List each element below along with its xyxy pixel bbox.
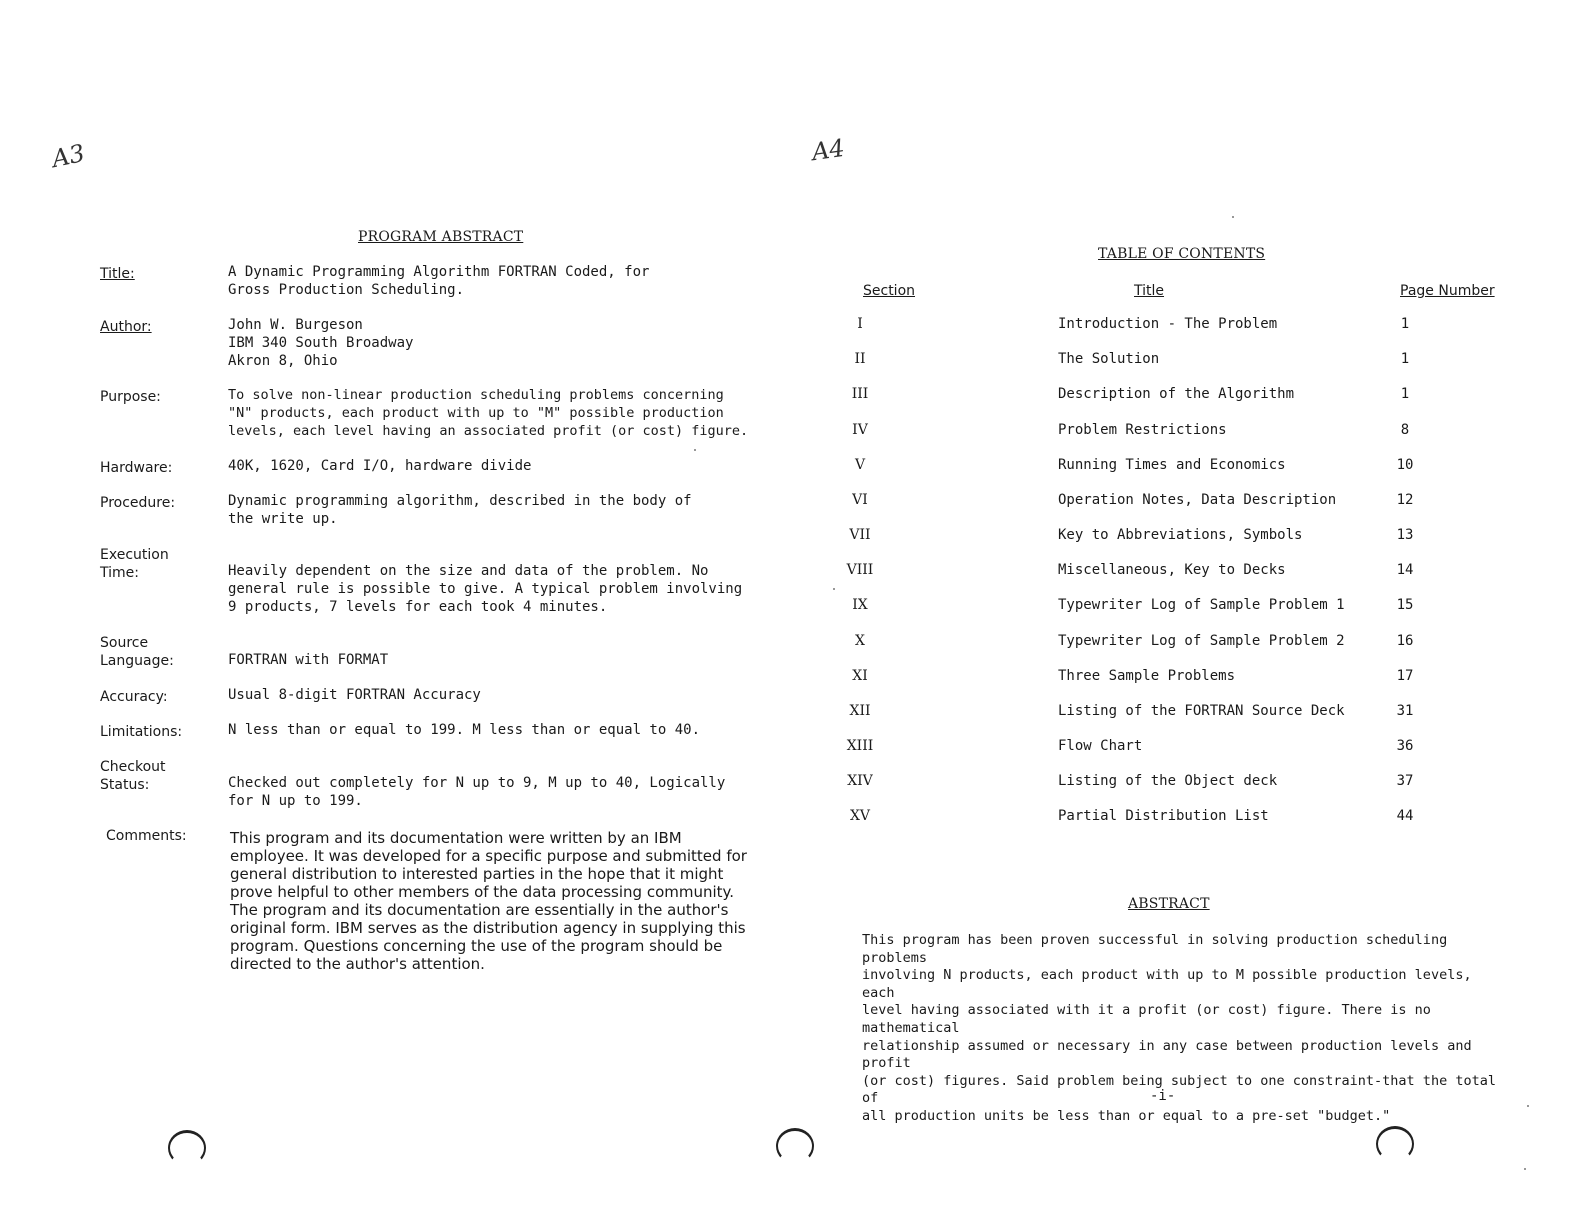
toc-section: XIII xyxy=(846,738,874,754)
toc-section: XII xyxy=(849,703,871,719)
scan-speck xyxy=(833,588,835,590)
execution-time-value: Heavily dependent on the size and data of the problem. No general rule is possible to give. A typical problem involving 9 products, 7 levels for each took 4 minutes. xyxy=(228,563,743,615)
toc-heading: TABLE OF CONTENTS xyxy=(1098,246,1266,262)
toc-title: Problem Restrictions xyxy=(1058,422,1227,438)
checkout-status-label: Checkout Status: xyxy=(100,759,166,793)
toc-title: Key to Abbreviations, Symbols xyxy=(1058,527,1303,543)
checkout-status-value: Checked out completely for N up to 9, M up to 40, Logically for N up to 199. xyxy=(228,775,726,809)
toc-page: 37 xyxy=(1396,773,1414,789)
toc-col-section: Section xyxy=(863,283,916,299)
toc-section: IX xyxy=(852,597,868,613)
toc-page: 44 xyxy=(1396,808,1414,824)
author-label: Author: xyxy=(100,319,152,335)
procedure-value: Dynamic programming algorithm, described in the body of the write up. xyxy=(228,493,692,527)
toc-page: 12 xyxy=(1396,492,1414,508)
toc-row xyxy=(0,633,1584,653)
toc-title: Description of the Algorithm xyxy=(1058,386,1295,402)
execution-time-label: Execution Time: xyxy=(100,547,169,581)
toc-title: Listing of the FORTRAN Source Deck xyxy=(1058,703,1345,719)
hardware-label: Hardware: xyxy=(100,460,173,476)
limitations-label: Limitations: xyxy=(100,724,183,740)
punch-hole-center xyxy=(776,1128,814,1164)
source-language-value: FORTRAN with FORMAT xyxy=(228,652,389,668)
toc-row xyxy=(0,457,1584,477)
toc-section: XIV xyxy=(847,773,873,789)
toc-row xyxy=(0,316,1584,336)
purpose-label: Purpose: xyxy=(100,389,161,405)
toc-row xyxy=(0,668,1584,688)
toc-row xyxy=(0,597,1584,617)
toc-title: Introduction - The Problem xyxy=(1058,316,1278,332)
toc-section: V xyxy=(854,457,866,473)
toc-row xyxy=(0,527,1584,547)
toc-row xyxy=(0,808,1584,828)
toc-title: Partial Distribution List xyxy=(1058,808,1269,824)
toc-title: Running Times and Economics xyxy=(1058,457,1286,473)
punch-hole-right xyxy=(1376,1126,1414,1162)
abstract-heading: ABSTRACT xyxy=(1128,896,1210,912)
toc-page: 8 xyxy=(1400,422,1410,438)
punch-hole-left xyxy=(168,1130,206,1166)
toc-row xyxy=(0,562,1584,582)
hardware-value: 40K, 1620, Card I/O, hardware divide xyxy=(228,458,532,474)
toc-row xyxy=(0,738,1584,758)
procedure-label: Procedure: xyxy=(100,495,176,511)
abstract-body: This program has been proven successful in solving production scheduling problems involving N products, each product with up to M possible production levels, each level having associated with it a profit (or cost) figure. There is no mathematical relationship assumed or necessary in any case between production levels and profit (or cost) figures. Said problem being subject to one constraint-that the total of all production units be less than or equal to a pre-set "budget." xyxy=(862,932,1496,1124)
toc-page: 36 xyxy=(1396,738,1414,754)
accuracy-label: Accuracy: xyxy=(100,689,168,705)
handwritten-mark-right: A4 xyxy=(810,133,847,167)
toc-title: Typewriter Log of Sample Problem 1 xyxy=(1058,597,1345,613)
toc-section: I xyxy=(857,316,863,332)
toc-row xyxy=(0,351,1584,371)
toc-page: 10 xyxy=(1396,457,1414,473)
scan-speck xyxy=(1524,1168,1526,1170)
toc-row xyxy=(0,773,1584,793)
source-language-label: Source Language: xyxy=(100,635,174,669)
toc-section: VI xyxy=(852,492,868,508)
toc-title: Listing of the Object deck xyxy=(1058,773,1278,789)
toc-section: II xyxy=(854,351,866,367)
toc-section: X xyxy=(855,633,865,649)
author-value: John W. Burgeson IBM 340 South Broadway Akron 8, Ohio xyxy=(228,317,414,369)
toc-page: 31 xyxy=(1396,703,1414,719)
program-abstract-heading: PROGRAM ABSTRACT xyxy=(358,229,524,245)
toc-col-title: Title xyxy=(1134,283,1165,299)
toc-title: Flow Chart xyxy=(1058,738,1143,754)
toc-row xyxy=(0,492,1584,512)
toc-title: Three Sample Problems xyxy=(1058,668,1236,684)
toc-page: 15 xyxy=(1396,597,1414,613)
toc-section: VIII xyxy=(846,562,874,578)
purpose-value: To solve non-linear production scheduling problems concerning "N" products, each product with up to "M" possible production levels, each level having an associated profit (or cost) figure. xyxy=(228,387,749,439)
scan-speck xyxy=(1232,216,1234,218)
accuracy-value: Usual 8-digit FORTRAN Accuracy xyxy=(228,687,481,703)
toc-section: XI xyxy=(852,668,868,684)
title-label: Title: xyxy=(100,266,135,282)
comments-value: This program and its documentation were written by an IBM employee. It was developed for a specific purpose and submitted for general distribution to interested parties in the hope that it might prove helpful to other members of the data processing community. The program and its documentation are essentially in the author's original form. IBM serves as the distribution agency in supplying this program. Questions concerning the use of the program should be directed to the author's attention. xyxy=(230,829,747,973)
scan-speck xyxy=(694,449,696,451)
page-number: -i- xyxy=(1150,1088,1176,1104)
toc-title: Miscellaneous, Key to Decks xyxy=(1058,562,1286,578)
toc-page: 16 xyxy=(1396,633,1414,649)
toc-page: 14 xyxy=(1396,562,1414,578)
toc-section: VII xyxy=(849,527,871,543)
toc-title: The Solution xyxy=(1058,351,1160,367)
toc-section: XV xyxy=(849,808,871,824)
toc-row xyxy=(0,703,1584,723)
limitations-value: N less than or equal to 199. M less than or equal to 40. xyxy=(228,722,701,738)
handwritten-mark-left: A3 xyxy=(49,138,88,174)
toc-section: III xyxy=(851,386,869,402)
toc-row xyxy=(0,422,1584,442)
comments-label: Comments: xyxy=(106,828,187,844)
title-value: A Dynamic Programming Algorithm FORTRAN Coded, for Gross Production Scheduling. xyxy=(228,264,650,298)
toc-page: 1 xyxy=(1400,351,1410,367)
toc-page: 13 xyxy=(1396,527,1414,543)
toc-title: Typewriter Log of Sample Problem 2 xyxy=(1058,633,1345,649)
toc-section: IV xyxy=(852,422,868,438)
toc-page: 17 xyxy=(1396,668,1414,684)
scan-speck xyxy=(1527,1105,1529,1107)
toc-title: Operation Notes, Data Description xyxy=(1058,492,1337,508)
toc-row xyxy=(0,386,1584,406)
toc-col-page: Page Number xyxy=(1400,283,1495,299)
toc-page: 1 xyxy=(1400,386,1410,402)
toc-page: 1 xyxy=(1400,316,1410,332)
